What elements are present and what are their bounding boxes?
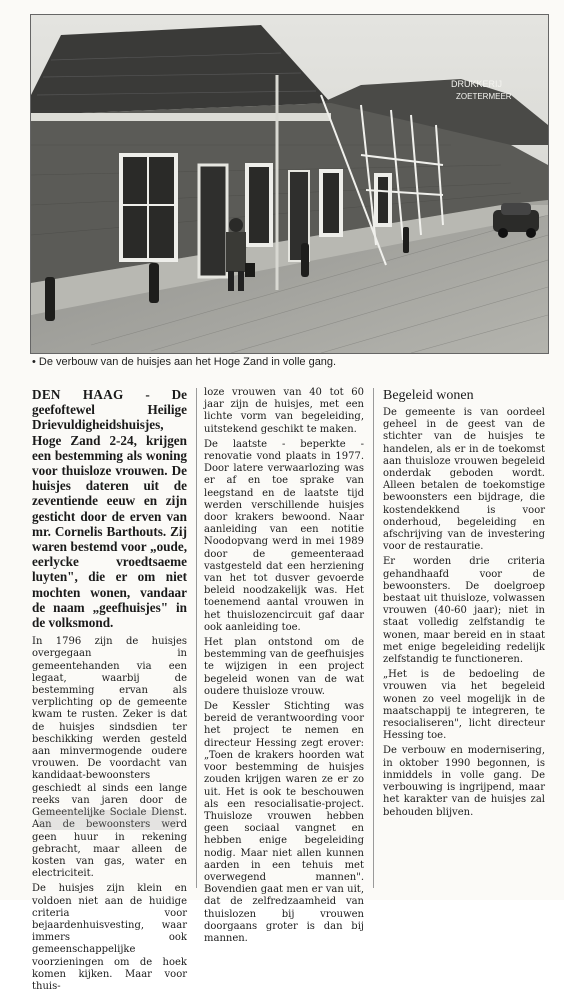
paragraph: De verbouw en modernisering, in oktober 1990 begonnen, is inmiddels in volle gang. De verbouwing is ingrijpend, maar het karakter van de huisjes zal behouden blijven. (383, 745, 545, 818)
dateline: DEN HAAG (32, 387, 124, 402)
paragraph: loze vrouwen van 40 tot 60 jaar zijn de huisjes, met een lichte vorm van begeleiding, uitstekend geschikt te maken. (204, 387, 364, 435)
paragraph: Er worden drie criteria gehandhaafd voor de bewoonsters. De doelgroep bestaat uit thuisloze, volwassen vrouwen (40-60 jaar); niet in staat volledig zelfstandig te wonen, maar bereid en in staat met enige begeleiding redelijk zelfstandig te functioneren. (383, 556, 545, 666)
article-lead (32, 387, 187, 630)
article-column-1 (32, 387, 187, 996)
sign-text-2: ZOETERMEER (456, 92, 512, 101)
scan-smudge (38, 810, 178, 830)
street-photo (30, 14, 549, 354)
lead-text: - De geefoftewel Heilige Drievuldigheidshuisjes, Hoge Zand 2-24, krijgen een bestemming als woning voor thuisloze vrouwen. De huisjes dateren uit de zeventiende eeuw en zijn gesticht door de erven van mr. Cornelis Barthouts. Zij waren bestemd voor „oude, eerlycke vroedtsaeme luyten", die er om niet mochten wonen, vandaar de naam „geefhuisjes" in de volksmond. (32, 387, 187, 631)
article-column-3 (383, 387, 545, 822)
sign-text-1: DRUKKERIJ (451, 79, 503, 89)
paragraph: De laatste - beperkte - renovatie vond plaats in 1977. Door latere verwaarlozing was er af en toe sprake van leegstand en de laatste tijd werden verschillende huisjes door krakers bewoond. Naar aanleiding van een notitie Noodopvang werd in mei 1989 door de gemeenteraad vastgesteld dat een herziening van het tot dusver gevoerde beleid noodzakelijk was. Het toenemend aantal vrouwen in het thuislozencircuit gaf daar ook aanleiding toe. (204, 438, 364, 633)
paragraph: De gemeente is van oordeel geheel in de geest van de stichter van de huisjes te handelen, als er in de toekomst aan thuisloze vrouwen begeleid onderdak geboden wordt. Alleen betalen de toekomstige bewoonsters een bijdrage, die kostendekkend is voor onderhoud, begeleiding en afschrijving van de investering voor de restauratie. (383, 407, 545, 553)
paragraph: De Kessler Stichting was bereid de verantwoording voor het project te nemen en directeur Hessing zegt erover: „Toen de krakers hoorden wat voor bestemming de huisjes zouden krijgen waren ze er zo uit. Het is ook te beschouwen als een resocialisatie-project. Thuisloze vrouwen hebben geen sociaal vangnet en hebben enige begeleiding nodig. Maar niet allen kunnen aarden in een tehuis met overwegend mannen". Bovendien gaat men er van uit, dat de zelfredzaamheid van thuislozen bij vrouwen doorgaans groter is dan bij mannen. (204, 701, 364, 944)
photo-caption: • De verbouw van de huisjes aan het Hoge Zand in volle gang. (32, 356, 337, 368)
paragraph: Het plan ontstond om de bestemming van de geefhuisjes te wijzigen in een project begeleid wonen van de wat oudere thuisloze vrouw. (204, 637, 364, 697)
street-photo-illustration (31, 15, 548, 353)
article-column-2 (204, 387, 364, 948)
section-heading: Begeleid wonen (383, 388, 474, 403)
paragraph: „Het is de bedoeling de vrouwen via het begeleid wonen zo veel mogelijk in de maatschappij te integreren, te resocialiseren", licht directeur Hessing toe. (383, 669, 545, 742)
paragraph: In 1796 zijn de huisjes overgegaan in gemeentehanden via een legaat, waarbij de bestemming ervan als verplichting op de gemeente kwam te rusten. Zeker is dat de huisjes sindsdien ter beschikking werden gesteld aan minvermogende oudere vrouwen. De voordacht van kandidaat-bewoonsters geschiedt al sinds een lange reeks van jaren door de Gemeentelijke Sociale Dienst. Aan de bewoonsters werd geen huur in rekening gebracht, maar alleen de kosten van gas, water en electriciteit. (32, 636, 187, 880)
column-divider (196, 388, 197, 888)
paragraph: De huisjes zijn klein en voldoen niet aan de huidige criteria voor bejaardenhuisvesting, waar immers ook gemeenschappelijke voorzieningen om de hoek komen kijken. Maar voor thuis- (32, 883, 187, 992)
column-divider (373, 388, 374, 888)
